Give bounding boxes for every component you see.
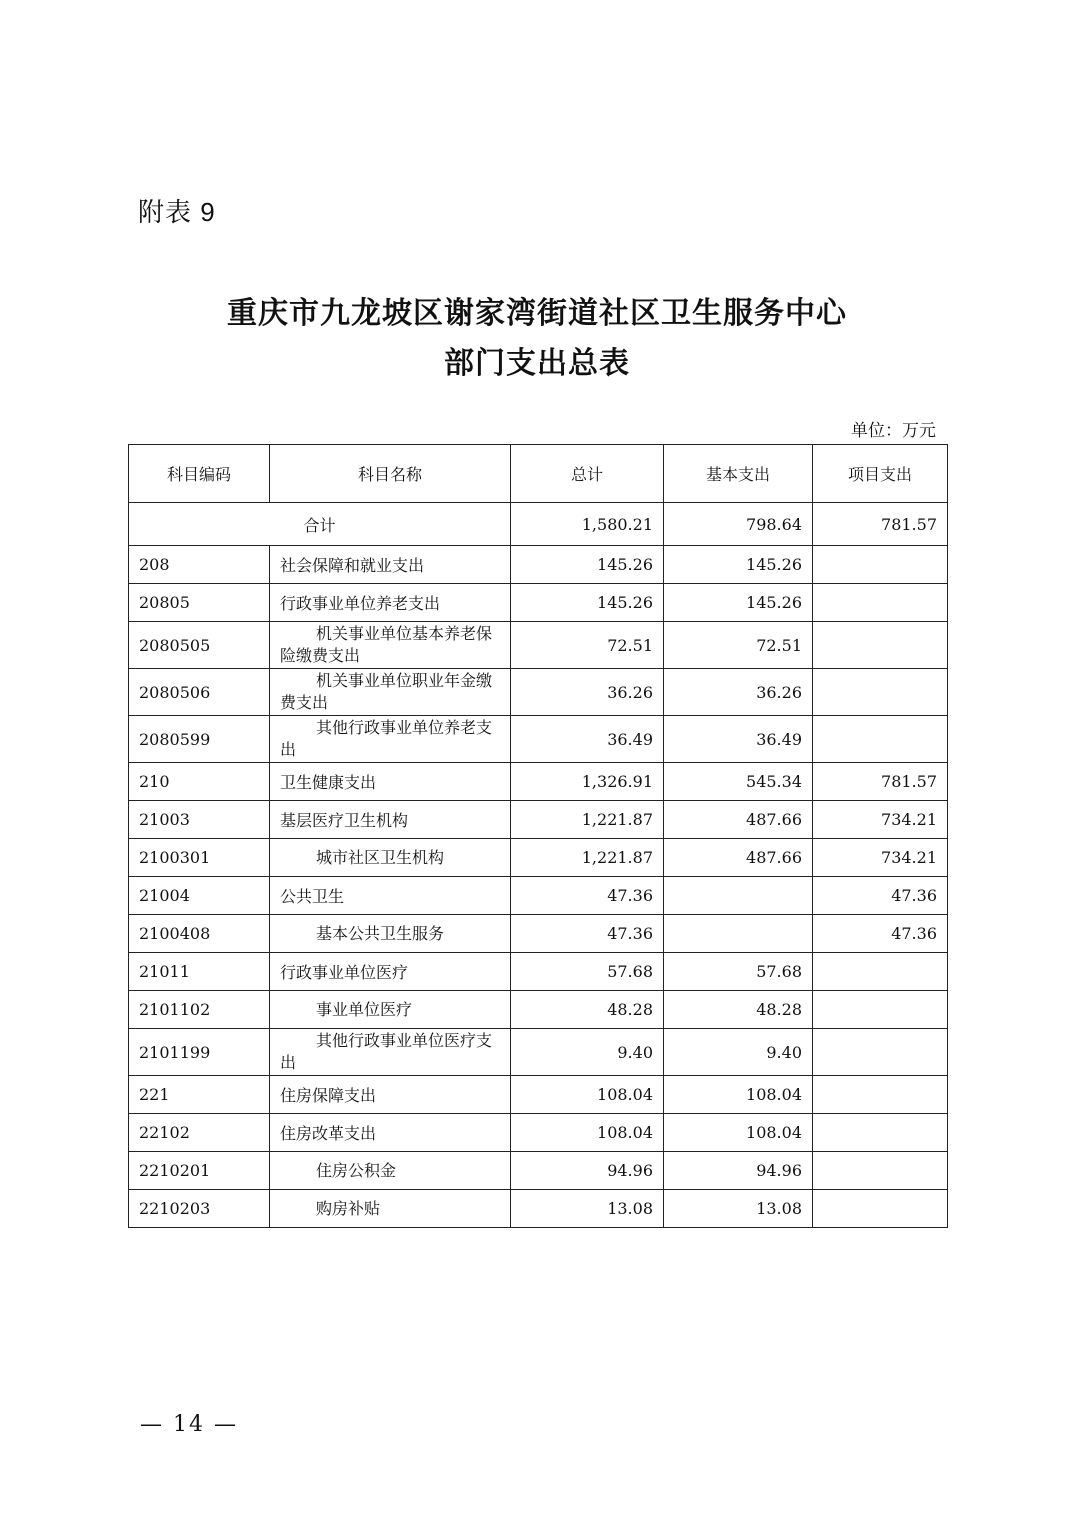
- table-header-row: [129, 445, 948, 503]
- header-basic: 基本支出: [664, 445, 813, 503]
- row-total: 1,326.91: [511, 763, 664, 801]
- row-code: 2100301: [129, 839, 270, 877]
- total-total: 1,580.21: [511, 503, 664, 546]
- row-code: 2100408: [129, 915, 270, 953]
- row-name: 基本公共卫生服务: [270, 915, 511, 953]
- row-name: 住房保障支出: [270, 1076, 511, 1114]
- row-code: 2080506: [129, 669, 270, 716]
- row-name: 事业单位医疗: [270, 991, 511, 1029]
- total-basic: 798.64: [664, 503, 813, 546]
- row-project: [813, 991, 948, 1029]
- row-name: 卫生健康支出: [270, 763, 511, 801]
- row-project: 734.21: [813, 801, 948, 839]
- row-code: 21011: [129, 953, 270, 991]
- row-total: 36.49: [511, 716, 664, 763]
- header-total: 总计: [511, 445, 664, 503]
- total-label: 合计: [129, 503, 511, 546]
- row-code: 21004: [129, 877, 270, 915]
- row-total: 108.04: [511, 1114, 664, 1152]
- row-project: [813, 716, 948, 763]
- row-project: [813, 669, 948, 716]
- table-row: [129, 801, 948, 839]
- row-basic: 145.26: [664, 546, 813, 584]
- row-total: 145.26: [511, 584, 664, 622]
- table-row: [129, 1076, 948, 1114]
- row-basic: 487.66: [664, 801, 813, 839]
- row-code: 2210201: [129, 1152, 270, 1190]
- row-code: 210: [129, 763, 270, 801]
- row-code: 22102: [129, 1114, 270, 1152]
- row-basic: 48.28: [664, 991, 813, 1029]
- row-basic: 487.66: [664, 839, 813, 877]
- row-basic: [664, 915, 813, 953]
- row-name: 机关事业单位基本养老保险缴费支出: [270, 622, 511, 669]
- row-basic: 545.34: [664, 763, 813, 801]
- row-name: 其他行政事业单位养老支出: [270, 716, 511, 763]
- table-row: [129, 915, 948, 953]
- row-basic: 145.26: [664, 584, 813, 622]
- table-row: [129, 991, 948, 1029]
- row-project: [813, 584, 948, 622]
- row-code: 2101199: [129, 1029, 270, 1076]
- header-name: 科目名称: [270, 445, 511, 503]
- expenditure-table: [128, 444, 948, 1228]
- row-code: 2101102: [129, 991, 270, 1029]
- row-project: [813, 1152, 948, 1190]
- table-row: [129, 877, 948, 915]
- row-basic: 36.26: [664, 669, 813, 716]
- document-title-line2: 部门支出总表: [444, 346, 630, 381]
- table-row: [129, 1190, 948, 1228]
- row-code: 21003: [129, 801, 270, 839]
- row-total: 48.28: [511, 991, 664, 1029]
- row-name: 基层医疗卫生机构: [270, 801, 511, 839]
- row-total: 1,221.87: [511, 801, 664, 839]
- row-project: [813, 1190, 948, 1228]
- row-basic: 72.51: [664, 622, 813, 669]
- row-project: 781.57: [813, 763, 948, 801]
- row-basic: 57.68: [664, 953, 813, 991]
- row-code: 221: [129, 1076, 270, 1114]
- row-code: 208: [129, 546, 270, 584]
- row-name: 机关事业单位职业年金缴费支出: [270, 669, 511, 716]
- row-total: 1,221.87: [511, 839, 664, 877]
- row-project: 47.36: [813, 915, 948, 953]
- row-project: [813, 953, 948, 991]
- row-basic: 36.49: [664, 716, 813, 763]
- row-total: 57.68: [511, 953, 664, 991]
- row-name: 公共卫生: [270, 877, 511, 915]
- document-title-line1: 重庆市九龙坡区谢家湾街道社区卫生服务中心: [227, 296, 847, 331]
- header-code: 科目编码: [129, 445, 270, 503]
- table-row: [129, 953, 948, 991]
- row-project: 47.36: [813, 877, 948, 915]
- table-row: [129, 622, 948, 669]
- row-name: 住房改革支出: [270, 1114, 511, 1152]
- table-row: [129, 669, 948, 716]
- row-basic: 13.08: [664, 1190, 813, 1228]
- row-code: 2080505: [129, 622, 270, 669]
- row-name: 购房补贴: [270, 1190, 511, 1228]
- row-total: 94.96: [511, 1152, 664, 1190]
- table-row: [129, 716, 948, 763]
- row-project: [813, 1114, 948, 1152]
- header-project: 项目支出: [813, 445, 948, 503]
- row-name: 行政事业单位养老支出: [270, 584, 511, 622]
- page-number: — 14 —: [140, 1412, 238, 1437]
- row-total: 47.36: [511, 915, 664, 953]
- table-row: [129, 546, 948, 584]
- total-row: [129, 503, 948, 546]
- row-total: 9.40: [511, 1029, 664, 1076]
- row-name: 城市社区卫生机构: [270, 839, 511, 877]
- table-row: [129, 1114, 948, 1152]
- row-project: [813, 622, 948, 669]
- row-project: [813, 1076, 948, 1114]
- row-total: 47.36: [511, 877, 664, 915]
- row-basic: 9.40: [664, 1029, 813, 1076]
- row-project: [813, 1029, 948, 1076]
- row-total: 72.51: [511, 622, 664, 669]
- table-row: [129, 839, 948, 877]
- total-project: 781.57: [813, 503, 948, 546]
- table-row: [129, 1029, 948, 1076]
- table-row: [129, 763, 948, 801]
- unit-label: 单位：万元: [851, 421, 936, 441]
- row-total: 145.26: [511, 546, 664, 584]
- row-basic: 108.04: [664, 1114, 813, 1152]
- attachment-label: 附表 9: [138, 197, 216, 227]
- table-row: [129, 584, 948, 622]
- row-project: 734.21: [813, 839, 948, 877]
- row-basic: [664, 877, 813, 915]
- row-code: 2080599: [129, 716, 270, 763]
- row-name: 行政事业单位医疗: [270, 953, 511, 991]
- row-project: [813, 546, 948, 584]
- row-total: 36.26: [511, 669, 664, 716]
- row-basic: 94.96: [664, 1152, 813, 1190]
- row-total: 108.04: [511, 1076, 664, 1114]
- row-name: 住房公积金: [270, 1152, 511, 1190]
- table-row: [129, 1152, 948, 1190]
- row-name: 其他行政事业单位医疗支出: [270, 1029, 511, 1076]
- row-total: 13.08: [511, 1190, 664, 1228]
- row-basic: 108.04: [664, 1076, 813, 1114]
- row-code: 20805: [129, 584, 270, 622]
- row-name: 社会保障和就业支出: [270, 546, 511, 584]
- row-code: 2210203: [129, 1190, 270, 1228]
